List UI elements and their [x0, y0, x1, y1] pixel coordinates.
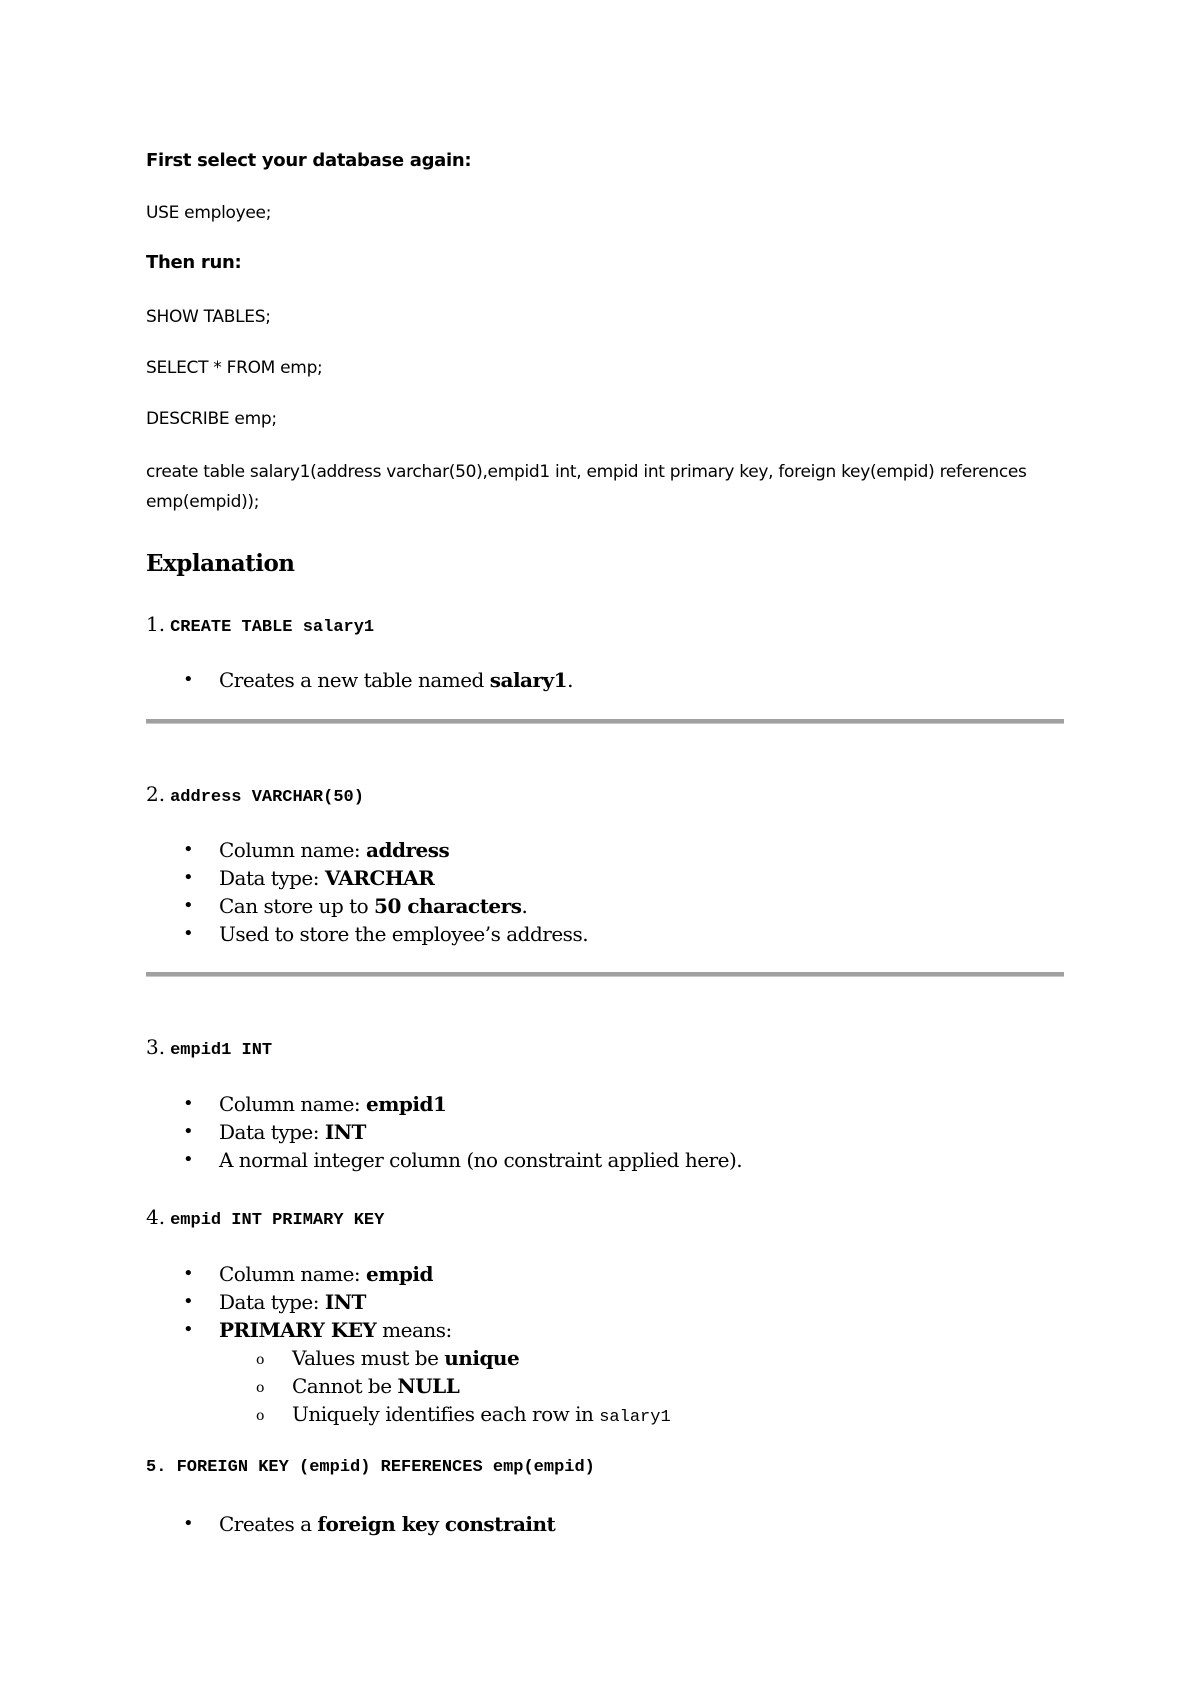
- circle-bullet-icon: o: [256, 1380, 264, 1396]
- list-item: • Creates a foreign key constraint: [183, 1512, 556, 1536]
- list-item: • A normal integer column (no constraint applied here).: [183, 1148, 743, 1172]
- section-3-bullets: [146, 1090, 742, 1174]
- section-number: 1.: [146, 612, 166, 636]
- list-item: • Column name: address: [183, 838, 450, 862]
- section-4-bullets: [146, 1260, 671, 1428]
- bullet-icon: •: [183, 1093, 194, 1114]
- step1-heading: First select your database again:: [146, 150, 472, 171]
- circle-bullet-icon: o: [256, 1352, 264, 1368]
- create-table-statement: create table salary1(address varchar(50),empid1 int, empid int primary key, foreign key(empid) references emp(empid));: [146, 462, 1027, 512]
- explanation-title: Explanation: [146, 550, 295, 577]
- bullet-icon: •: [183, 1121, 194, 1142]
- section-number: 4.: [146, 1205, 166, 1229]
- section-number: 5.: [146, 1458, 167, 1477]
- section-number: 2.: [146, 782, 166, 806]
- section-4-heading: [146, 1205, 384, 1230]
- circle-bullet-icon: o: [256, 1408, 264, 1424]
- section-divider: [146, 972, 1064, 977]
- bullet-icon: •: [183, 1291, 194, 1312]
- bullet-icon: •: [183, 1149, 194, 1170]
- bullet-icon: •: [183, 923, 194, 944]
- step2-heading: Then run:: [146, 252, 242, 273]
- list-item: • Used to store the employee’s address.: [183, 922, 589, 946]
- bullet-icon: •: [183, 1319, 194, 1340]
- section-3-heading: [146, 1035, 272, 1060]
- describe-statement: DESCRIBE emp;: [146, 409, 277, 429]
- section-code: empid1 INT: [170, 1041, 273, 1060]
- sub-list-item: o Uniquely identifies each row in salary1: [146, 1400, 671, 1428]
- use-statement: USE employee;: [146, 203, 272, 223]
- section-1-heading: [146, 612, 374, 637]
- bullet-icon: •: [183, 895, 194, 916]
- list-item: • Data type: VARCHAR: [183, 866, 435, 890]
- list-item: • Creates a new table named salary1.: [183, 668, 573, 692]
- section-divider: [146, 719, 1064, 724]
- bullet-icon: •: [183, 669, 194, 690]
- section-1-bullets: [146, 666, 573, 694]
- list-item: • PRIMARY KEY means:: [183, 1318, 452, 1342]
- list-item: • Data type: INT: [183, 1290, 366, 1314]
- section-2-bullets: [146, 836, 588, 948]
- bullet-icon: •: [183, 839, 194, 860]
- list-item: • Column name: empid: [183, 1262, 433, 1286]
- list-item: • Column name: empid1: [183, 1092, 447, 1116]
- list-item: • Data type: INT: [183, 1120, 366, 1144]
- sub-list-item: o Cannot be NULL: [146, 1372, 671, 1400]
- sub-list-item: o Values must be unique: [146, 1344, 671, 1372]
- bullet-icon: •: [183, 1513, 194, 1534]
- section-code: address VARCHAR(50): [170, 788, 364, 807]
- section-5-heading: [146, 1458, 595, 1477]
- show-tables-statement: SHOW TABLES;: [146, 307, 271, 327]
- section-code: empid INT PRIMARY KEY: [170, 1211, 385, 1230]
- section-code: CREATE TABLE salary1: [170, 618, 375, 637]
- section-code: FOREIGN KEY (empid) REFERENCES emp(empid): [176, 1458, 595, 1477]
- select-statement: SELECT * FROM emp;: [146, 358, 323, 378]
- section-2-heading: [146, 782, 364, 807]
- section-number: 3.: [146, 1035, 166, 1059]
- bullet-icon: •: [183, 867, 194, 888]
- bullet-icon: •: [183, 1263, 194, 1284]
- list-item: • Can store up to 50 characters.: [183, 894, 528, 918]
- section-5-bullets: [146, 1510, 555, 1538]
